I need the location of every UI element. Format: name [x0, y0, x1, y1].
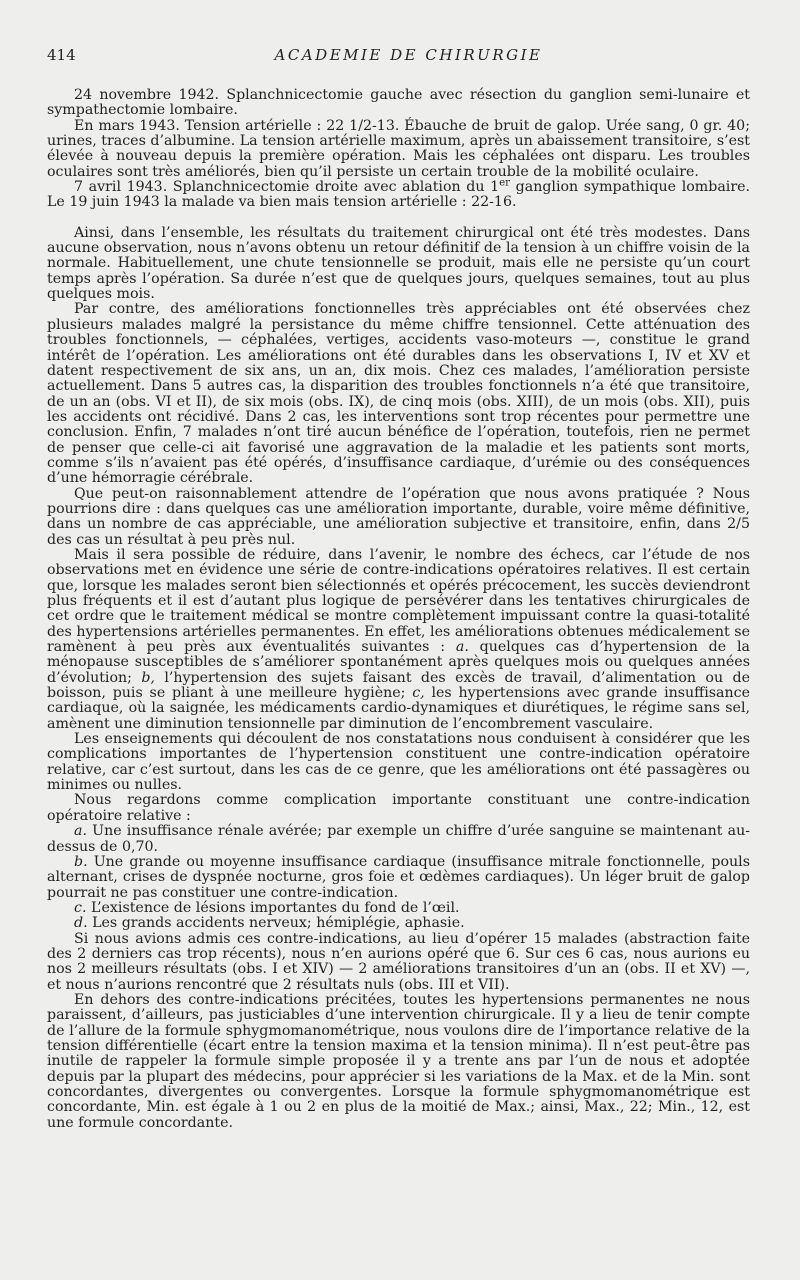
text-run: l’hypertension des sujets faisant des excès de travail, d’alimentation ou de boisson, puis se pliant à une meilleure hygiène; — [47, 669, 750, 702]
paragraph: Les enseignements qui découlent de nos constatations nous conduisent à considérer que les complications importantes de l’hypertension constituent une contre-indication opératoire relative, car c’est surtout, dans les cas de ce genre, que les améliorations ont été passagères ou minimes ou nulles. — [47, 731, 750, 794]
text-run: les hypertensions avec grande insuffisance cardiaque, où la saignée, les médicaments cardio-dynamiques et diurétiques, le régime sans sel, amènent une diminution tensionnelle par diminution de l’encombrement vasculaire. — [47, 685, 750, 732]
paragraph — [47, 177, 751, 211]
text-run: 7 avril 1943. Splanchnicectomie droite avec ablation du 1 — [74, 179, 500, 196]
list-marker: b. — [74, 853, 88, 870]
text-run: ganglion sympathique lombaire. Le 19 juin 1943 la malade va bien mais tension artérielle : 22-16. — [47, 179, 751, 211]
running-head: ACADEMIE DE CHIRURGIE — [274, 46, 543, 64]
text-run: quelques cas d’hypertension de la ménopause susceptibles de s’améliorer spontanément après quelques mois ou quelques années d’évolution; — [47, 639, 750, 686]
list-marker: c. — [74, 899, 87, 916]
paragraph: En mars 1943. Tension artérielle : 22 1/2-13. Ébauche de bruit de galop. Urée sang, 0 gr. 40; urines, traces d’albumine. La tension artérielle maximum, après un abaissement transitoire, s’est élevée à nouveau depuis la première opération. Mais les céphalées ont disparu. Les troubles oculaires sont très améliorés, bien qu’il persiste un certain trouble de la mobilité oculaire. — [47, 117, 750, 180]
list-marker: b, — [141, 669, 155, 686]
text-run: Une insuffisance rénale avérée; par exemple un chiffre d’urée sanguine se maintenant au-dessus de 0,70. — [47, 823, 750, 855]
text-run: Les grands accidents nerveux; hémiplégie, aphasie. — [87, 915, 465, 932]
text-run: Une grande ou moyenne insuffisance cardiaque (insuffisance mitrale fonctionnelle, pouls alternant, crises de dyspnée nocturne, gros foie et œdèmes cardiaques). Un léger bruit de galop pourrait ne pas constituer une contre-indication. — [47, 853, 750, 901]
list-item — [47, 855, 750, 901]
body-text — [47, 88, 750, 1131]
page-number: 414 — [47, 46, 76, 64]
page-header — [47, 46, 740, 70]
paragraph: Par contre, des améliorations fonctionnelles très appréciables ont été observées chez plusieurs malades malgré la persistance du même chiffre tensionnel. Cette atténuation des troubles fonctionnels, — céphalées, vertiges, accidents vaso-moteurs —, constitue le grand intérêt de l’opération. Les améliorations ont été durables dans les observations I, IV et XV et datent respectivement de six ans, un an, dix mois. Chez ces malades, l’amélioration persiste actuellement. Dans 5 autres cas, la disparition des troubles fonctionnels n’a été que transitoire, de un an (obs. VI et II), de six mois (obs. IX), de cinq mois (obs. XIII), de un mois (obs. XII), puis les accidents ont récidivé. Dans 2 cas, les interventions sont trop récentes pour permettre une conclusion. Enfin, 7 malades n’ont tiré aucun bénéfice de l’opération, toutefois, rien ne permet de penser que celle-ci ait favorisé une aggravation de la maladie et les patients sont morts, comme s’ils n’avaient pas été opérés, d’insuffisance cardiaque, d’urémie ou des conséquences d’une hémorragie cérébrale. — [47, 301, 750, 487]
ordinal-superscript: er — [499, 177, 511, 189]
text-run: Mais il sera possible de réduire, dans l’avenir, le nombre des échecs, car l’étude de nos observations met en évidence une série de contre-indications opératoires relatives. Il est certain que, lorsque les malades seront bien sélectionnés et opérés précocement, les succès deviendront plus fréquents et il est d’autant plus logique de persévérer dans les tentatives chirurgicales de cet ordre que le traitement médical se montre complètement impuissant contre la quasi-totalité des hypertensions artérielles permanentes. En effet, les améliorations obtenues médicalement se ramènent à peu près aux éventualités suivantes : — [47, 546, 750, 656]
paragraph: 24 novembre 1942. Splanchnicectomie gauche avec résection du ganglion semi-lunaire et sympathectomie lombaire. — [47, 87, 750, 119]
paragraph: En dehors des contre-indications précitées, toutes les hypertensions permanentes ne nous paraissent, d’ailleurs, pas justiciables d’une intervention chirurgicale. Il y a lieu de tenir compte de l’allure de la formule sphygmomanométrique, nous voulons dire de l’importance relative de la tension différentielle (écart entre la tension maxima et la tension minima). Il n’est peut-être pas inutile de rappeler la formule simple proposée il y a trente ans par l’un de nous et adoptée depuis par la plupart des médecins, pour apprécier si les variations de la Max. et de la Min. sont concordantes, divergentes ou convergentes. Lorsque la formule sphygmomanométrique est concordante, Min. est égale à 1 ou 2 en plus de la moitié de Max.; ainsi, Max., 22; Min., 12, est une formule concordante. — [47, 991, 750, 1131]
paragraph — [47, 548, 750, 732]
paragraph: Nous regardons comme complication importante constituant une contre-indication opératoire relative : — [47, 792, 750, 824]
list-marker: c, — [412, 685, 425, 702]
list-marker: a. — [455, 639, 469, 656]
list-marker: a. — [74, 823, 87, 840]
paragraph: Si nous avions admis ces contre-indications, au lieu d’opérer 15 malades (abstraction faite des 2 derniers cas trop récents), nous n’en aurions opéré que 6. Sur ces 6 cas, nous aurions eu nos 2 meilleurs résultats (obs. I et XIV) — 2 améliorations transitoires d’un an (obs. II et XV) —, et nous n’aurions rencontré que 2 résultats nuls (obs. III et VII). — [47, 930, 750, 993]
paragraph: Que peut-on raisonnablement attendre de l’opération que nous avons pratiquée ? Nous pourrions dire : dans quelques cas une amélioration importante, durable, voire même définitive, dans un nombre de cas appréciable, une amélioration subjective et transitoire, enfin, dans 2/5 des cas un résultat à peu près nul. — [47, 485, 750, 548]
list-item — [47, 901, 750, 916]
paragraph: Ainsi, dans l’ensemble, les résultats du traitement chirurgical ont été très modestes. Dans aucune observation, nous n’avons obtenu un retour définitif de la tension à un chiffre voisin de la normale. Habituellement, une chute tensionnelle se produit, mais elle ne persiste qu’un court temps après l’opération. Sa durée n’est que de quelques jours, quelques semaines, tout au plus quelques mois. — [47, 224, 750, 303]
list-item — [47, 916, 750, 931]
list-item — [47, 824, 750, 855]
text-run: L’existence de lésions importantes du fond de l’œil. — [86, 899, 460, 916]
list-marker: d. — [74, 915, 88, 932]
